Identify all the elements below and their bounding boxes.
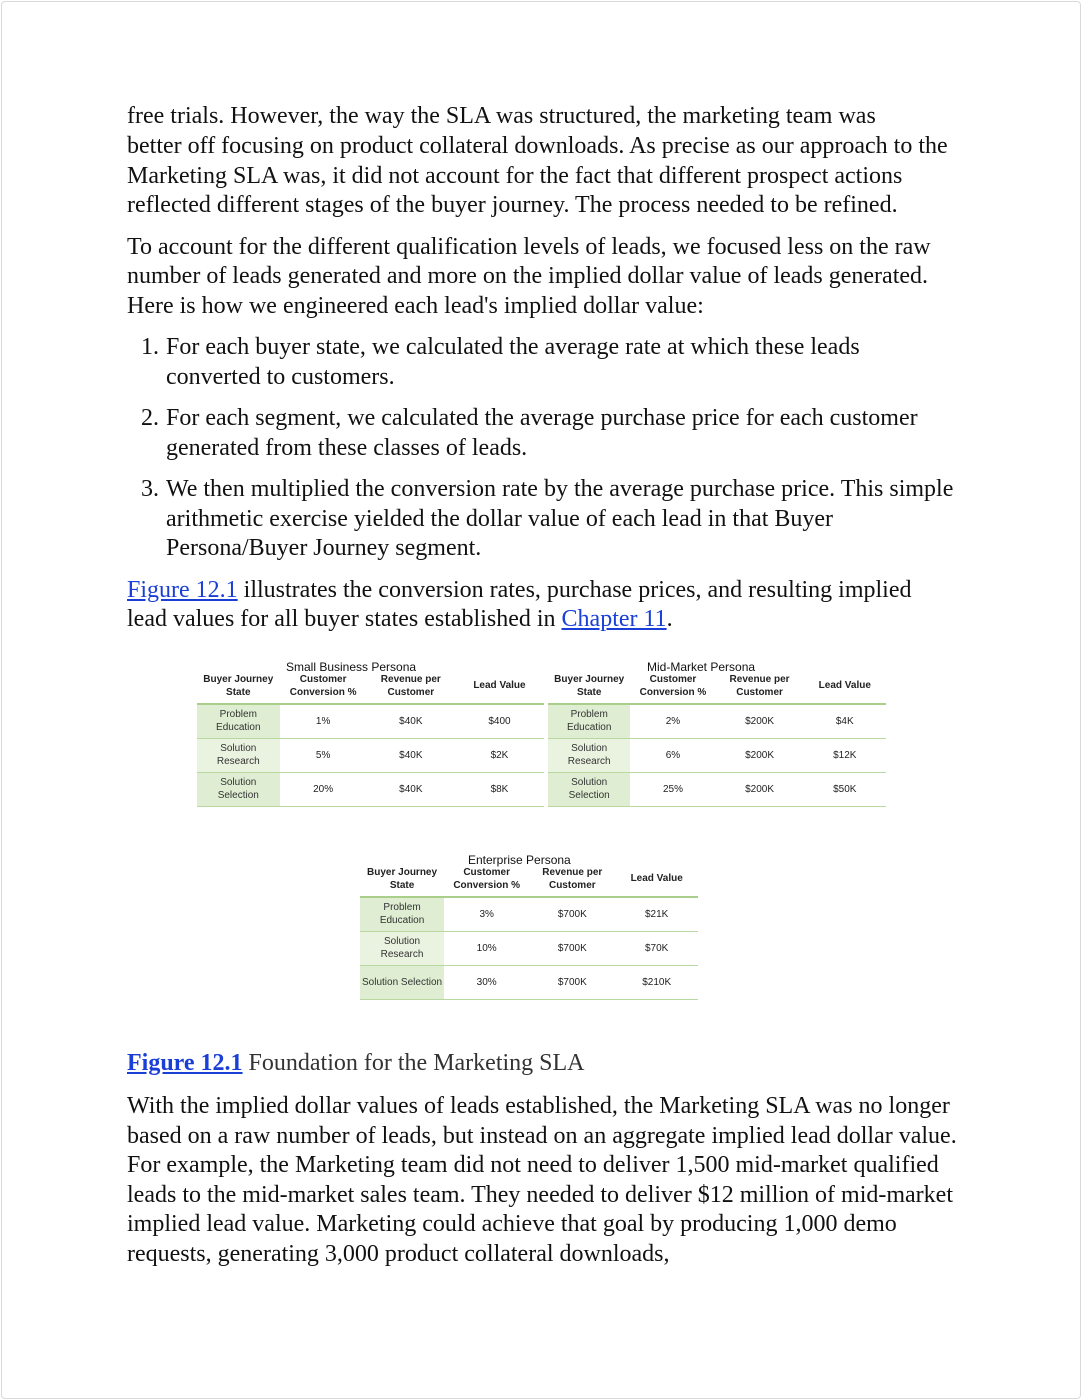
paragraph-1: better off focusing on product collateral downloads. As precise as our approach to the Marketing SLA was, it did not account for the fact that different prospect actions reflected different stages of the buyer journey. The process needed to be refined.	[127, 133, 948, 218]
lead-value-cell: $400	[455, 704, 544, 739]
figure-caption	[127, 1049, 957, 1079]
conversion-cell: 6%	[630, 738, 715, 772]
steps-list	[127, 333, 957, 564]
table-row	[360, 931, 698, 965]
table-row	[197, 738, 544, 772]
persona-table-enterprise	[360, 862, 698, 1000]
figure-12-1	[127, 645, 957, 1045]
revenue-cell: $200K	[716, 738, 804, 772]
paragraph-3	[127, 576, 957, 635]
document-body	[127, 103, 957, 1281]
conversion-cell: 20%	[280, 772, 367, 806]
persona-table-small-business	[197, 669, 544, 807]
lead-value-cell: $210K	[615, 965, 698, 999]
lead-value-cell: $50K	[804, 772, 886, 806]
state-cell: Problem Education	[360, 897, 444, 932]
caption-figure-link[interactable]: Figure 12.1	[127, 1049, 243, 1076]
state-cell: Problem Education	[548, 704, 630, 739]
conversion-cell: 25%	[630, 772, 715, 806]
col-header: Buyer Journey State	[360, 862, 444, 897]
conversion-cell: 1%	[280, 704, 367, 739]
col-header: Revenue per Customer	[529, 862, 615, 897]
revenue-cell: $40K	[367, 738, 455, 772]
lead-value-cell: $70K	[615, 931, 698, 965]
conversion-cell: 10%	[444, 931, 529, 965]
table-row	[548, 738, 886, 772]
col-header: Revenue per Customer	[367, 669, 455, 704]
revenue-cell: $700K	[529, 897, 615, 932]
col-header: Revenue per Customer	[716, 669, 804, 704]
persona-title-enterprise: Enterprise Persona	[468, 852, 571, 867]
conversion-cell: 5%	[280, 738, 367, 772]
col-header: Customer Conversion %	[444, 862, 529, 897]
table-row	[548, 772, 886, 806]
persona-title-small-business: Small Business Persona	[286, 659, 417, 674]
lead-value-cell: $12K	[804, 738, 886, 772]
persona-table-mid-market	[548, 669, 886, 807]
revenue-cell: $40K	[367, 772, 455, 806]
list-item: 1. For each buyer state, we calculated the average rate at which these leads converted to customers.	[165, 333, 957, 392]
lead-value-cell: $8K	[455, 772, 544, 806]
lead-value-cell: $2K	[455, 738, 544, 772]
conversion-cell: 3%	[444, 897, 529, 932]
table-row	[360, 897, 698, 932]
col-header: Buyer Journey State	[548, 669, 630, 704]
state-cell: Solution Selection	[360, 965, 444, 999]
col-header: Lead Value	[804, 669, 886, 704]
paragraph-4: With the implied dollar values of leads established, the Marketing SLA was no longer based on a raw number of leads, but instead on an aggregate implied lead dollar value. For example, the Marketing team did not need to deliver 1,500 mid-market qualified leads to the mid-market sales team. They needed to deliver $12 million of mid-market implied lead value. Marketing could achieve that goal by producing 1,000 demo requests, generating 3,000 product collateral downloads,	[127, 1093, 957, 1267]
caption-text: Foundation for the Marketing SLA	[242, 1049, 585, 1076]
revenue-cell: $700K	[529, 931, 615, 965]
table-row	[197, 772, 544, 806]
state-cell: Solution Selection	[197, 772, 280, 806]
paragraph-2: To account for the different qualification levels of leads, we focused less on the raw number of leads generated and more on the implied dollar value of leads generated. Here is how we engineered each lead's implied dollar value:	[127, 233, 931, 319]
revenue-cell: $200K	[716, 772, 804, 806]
paragraph-3-text: illustrates the conversion rates, purchase prices, and resulting implied lead values for all buyer states established in	[127, 576, 912, 632]
lead-value-cell: $4K	[804, 704, 886, 739]
table-row	[548, 704, 886, 739]
revenue-cell: $40K	[367, 704, 455, 739]
col-header: Lead Value	[615, 862, 698, 897]
table-row	[360, 965, 698, 999]
state-cell: Solution Research	[360, 931, 444, 965]
table-row	[197, 704, 544, 739]
list-item: 2. For each segment, we calculated the average purchase price for each customer generated from these classes of leads.	[165, 404, 957, 463]
lead-value-cell: $21K	[615, 897, 698, 932]
state-cell: Solution Selection	[548, 772, 630, 806]
persona-title-mid-market: Mid-Market Persona	[647, 659, 756, 674]
state-cell: Problem Education	[197, 704, 280, 739]
revenue-cell: $700K	[529, 965, 615, 999]
chapter-11-link[interactable]: Chapter 11	[561, 606, 667, 632]
conversion-cell: 2%	[630, 704, 715, 739]
revenue-cell: $200K	[716, 704, 804, 739]
col-header: Lead Value	[455, 669, 544, 704]
state-cell: Solution Research	[197, 738, 280, 772]
paragraph-3-end: .	[666, 606, 673, 632]
col-header: Buyer Journey State	[197, 669, 280, 704]
col-header: Customer Conversion %	[280, 669, 367, 704]
clipped-text-line: free trials. However, the way the SLA was structured, the marketing team was	[127, 103, 876, 129]
col-header: Customer Conversion %	[630, 669, 715, 704]
list-item: 3. We then multiplied the conversion rate by the average purchase price. This simple arithmetic exercise yielded the dollar value of each lead in that Buyer Persona/Buyer Journey segment.	[165, 475, 957, 564]
conversion-cell: 30%	[444, 965, 529, 999]
figure-12-1-link[interactable]: Figure 12.1	[127, 576, 238, 603]
state-cell: Solution Research	[548, 738, 630, 772]
